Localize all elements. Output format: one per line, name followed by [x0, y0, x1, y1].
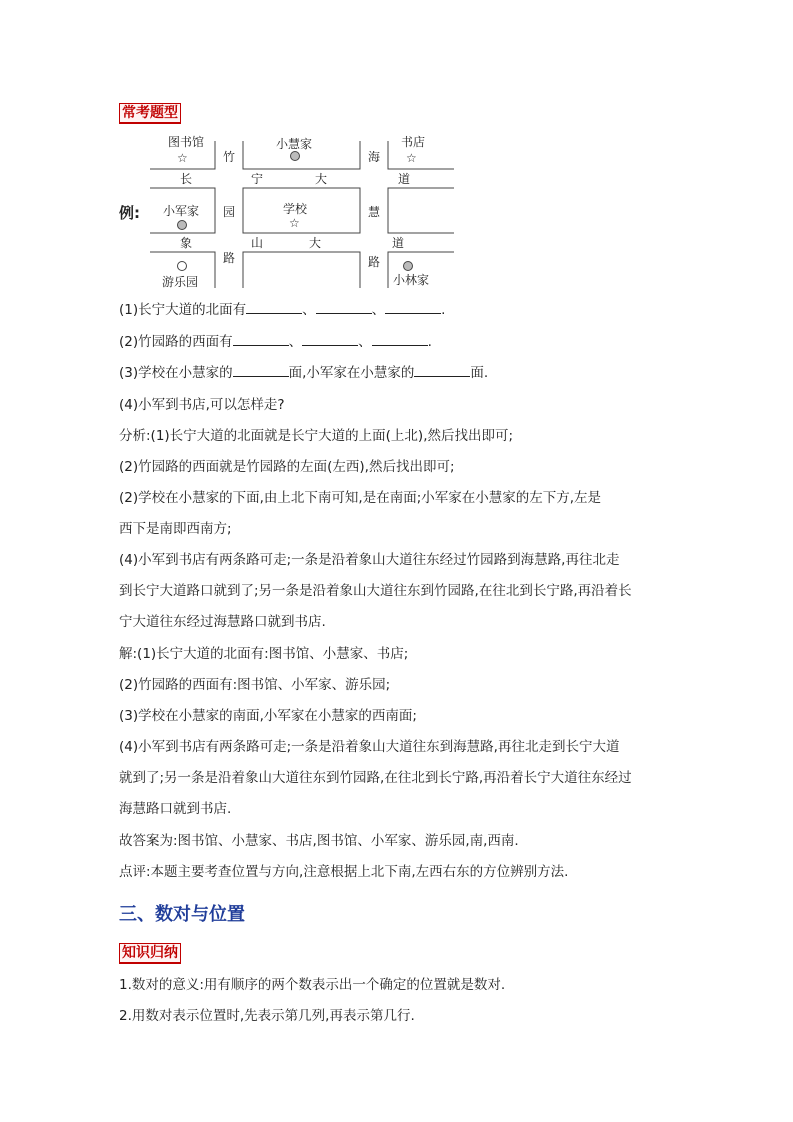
question-2-text: (2)竹园路的西面有	[119, 334, 233, 350]
question-3-text-a: (3)学校在小慧家的	[119, 365, 233, 381]
solution-line: 解:(1)长宁大道的北面有:图书馆、小慧家、书店;	[119, 646, 409, 662]
label-xiaolin: 小林家	[393, 273, 430, 287]
analysis-line: 分析:(1)长宁大道的北面就是长宁大道的上面(上北),然后找出即可;	[119, 428, 514, 444]
label-bookstore: 书店	[401, 135, 426, 149]
road-yuan: 园	[223, 205, 236, 219]
answer-blank[interactable]	[302, 333, 358, 346]
question-4: (4)小军到书店,可以怎样走?	[119, 397, 285, 413]
knowledge-summary-tag: 知识归纳	[119, 943, 181, 964]
answer-blank[interactable]	[316, 301, 372, 314]
question-1	[119, 301, 445, 319]
star-icon: ☆	[289, 216, 300, 230]
question-3-text-c: 面.	[470, 365, 489, 381]
circle-filled-icon	[404, 262, 413, 271]
knowledge-item: 2.用数对表示位置时,先表示第几列,再表示第几行.	[119, 1008, 415, 1024]
answer-blank[interactable]	[233, 364, 289, 377]
knowledge-item: 1.数对的意义:用有顺序的两个数表示出一个确定的位置就是数对.	[119, 977, 506, 993]
star-icon: ☆	[177, 151, 188, 165]
road-ning: 宁	[251, 172, 264, 186]
separator: 、	[371, 302, 386, 318]
section-heading: 三、数对与位置	[119, 904, 245, 925]
road-xiang: 象	[180, 236, 193, 250]
period: .	[427, 334, 432, 350]
solution-line: 海慧路口就到书店.	[119, 801, 232, 817]
answer-blank[interactable]	[414, 364, 470, 377]
location-map	[0, 0, 793, 300]
example-label: 例:	[119, 204, 140, 222]
solution-line: (2)竹园路的西面有:图书馆、小军家、游乐园;	[119, 677, 391, 693]
star-icon: ☆	[406, 151, 417, 165]
circle-filled-icon	[178, 221, 187, 230]
road-shan: 山	[251, 236, 264, 250]
road-da-1: 大	[315, 172, 328, 186]
road-lu-2: 路	[368, 255, 381, 269]
block-east	[388, 188, 454, 233]
analysis-line: 到长宁大道路口就到了;另一条是沿着象山大道往东到竹园路,在往北到长宁路,再沿着长	[119, 583, 632, 599]
solution-line: (4)小军到书店有两条路可走;一条是沿着象山大道往东到海慧路,再往北走到长宁大道	[119, 739, 620, 755]
circle-filled-icon	[291, 152, 300, 161]
question-2	[119, 333, 432, 351]
answer-blank[interactable]	[385, 301, 441, 314]
road-hui: 慧	[368, 205, 381, 219]
block-south	[243, 252, 360, 288]
separator: 、	[302, 302, 316, 318]
label-xiaojun: 小军家	[163, 204, 200, 218]
analysis-line: 西下是南即西南方;	[119, 521, 232, 537]
road-zhu: 竹	[223, 150, 236, 164]
commentary: 点评:本题主要考查位置与方向,注意根据上北下南,左西右东的方位辨别方法.	[119, 864, 569, 880]
analysis-line: 宁大道往东经过海慧路口就到书店.	[119, 614, 326, 630]
answer-summary: 故答案为:图书馆、小慧家、书店,图书馆、小军家、游乐园,南,西南.	[119, 833, 519, 849]
question-1-text: (1)长宁大道的北面有	[119, 302, 247, 318]
analysis-line: (4)小军到书店有两条路可走;一条是沿着象山大道往东经过竹园路到海慧路,再往北走	[119, 552, 620, 568]
separator: 、	[358, 334, 372, 350]
separator: 、	[288, 334, 303, 350]
label-library: 图书馆	[168, 135, 205, 149]
road-lu-1: 路	[223, 251, 236, 265]
answer-blank[interactable]	[372, 333, 428, 346]
circle-empty-icon	[178, 262, 187, 271]
solution-line: (3)学校在小慧家的南面,小军家在小慧家的西南面;	[119, 708, 417, 724]
question-3	[119, 364, 488, 382]
label-xiaohui: 小慧家	[276, 137, 313, 151]
answer-blank[interactable]	[233, 333, 289, 346]
analysis-line: (2)竹园路的西面就是竹园路的左面(左西),然后找出即可;	[119, 459, 455, 475]
analysis-line: (2)学校在小慧家的下面,由上北下南可知,是在南面;小军家在小慧家的左下方,左是	[119, 490, 602, 506]
answer-blank[interactable]	[246, 301, 302, 314]
label-school: 学校	[283, 202, 308, 216]
question-3-text-b: 面,小军家在小慧家的	[288, 365, 415, 381]
road-da-2: 大	[309, 236, 322, 250]
road-chang: 长	[180, 172, 193, 186]
period: .	[441, 302, 446, 318]
solution-line: 就到了;另一条是沿着象山大道往东到竹园路,在往北到长宁路,再沿着长宁大道往东经过	[119, 770, 632, 786]
road-dao-1: 道	[398, 172, 411, 186]
label-park: 游乐园	[162, 275, 199, 289]
frequent-question-type-tag: 常考题型	[119, 103, 181, 124]
road-hai: 海	[368, 150, 381, 164]
road-dao-2: 道	[392, 236, 405, 250]
